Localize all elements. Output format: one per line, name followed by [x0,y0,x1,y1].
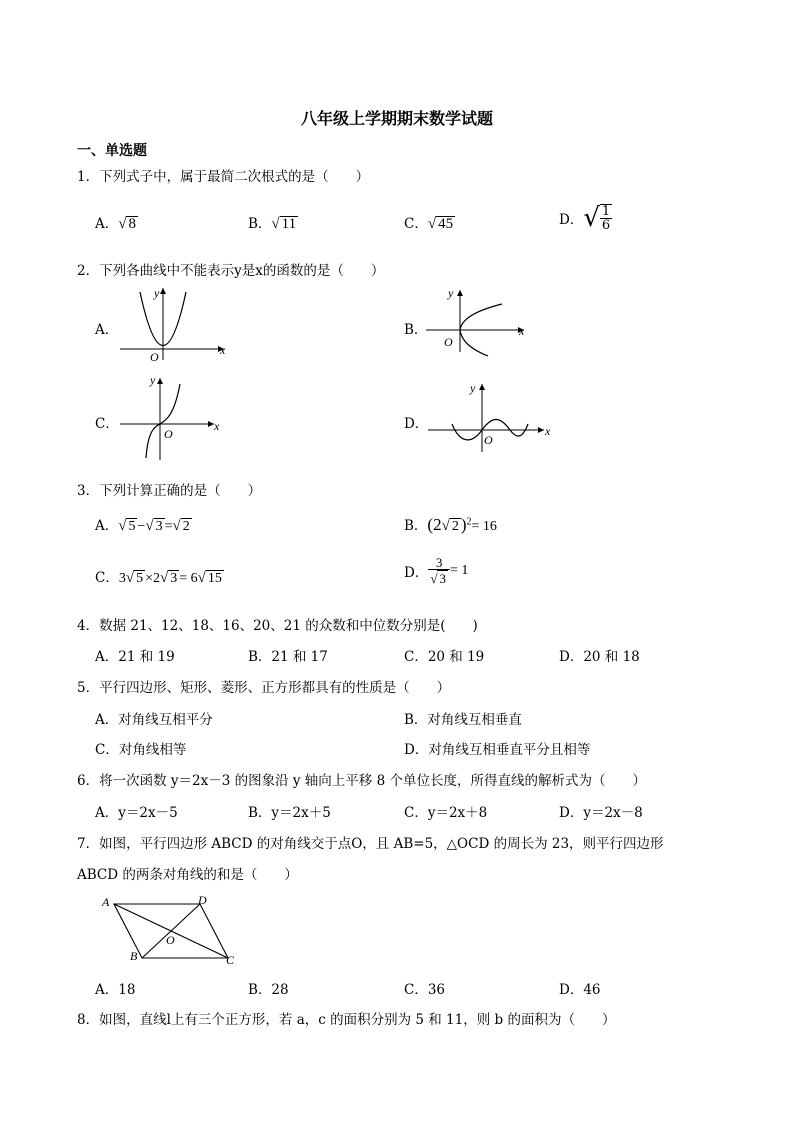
q3-b-label: B． [404,518,428,534]
q6-option-a[interactable]: A．y＝2x－5 [95,805,178,821]
x-axis-label: x [519,324,525,338]
q1-c-label: C． [404,216,428,232]
y-axis-label: y [150,374,156,387]
q3-b-radicand: 2 [451,519,459,534]
origin-label: O [444,335,453,349]
y-axis-label: y [154,286,160,300]
q1-c-radicand: 45 [438,216,454,232]
x-axis-label: x [220,343,226,357]
diagonal-bd [142,904,200,958]
q5-option-b[interactable]: B．对角线互相垂直 [404,712,522,728]
q1-d-label: D． [559,212,584,228]
sqrt-icon: √ [583,203,600,233]
q3-a-radicand-3: 2 [182,519,190,534]
q1-d-fraction [600,204,612,232]
sqrt-icon: √ [430,571,438,586]
q4-stem: 4．数据 21、12、18、16、20、21 的众数和中位数分别是( ) [77,618,478,634]
q3-c-equals: = 6 [179,571,198,586]
y-arrow-icon [479,384,485,390]
origin-label: O [150,350,159,364]
q7-stem-line1: 7．如图，平行四边形 ABCD 的对角线交于点O，且 AB=5，△OCD 的周长为 23，则平行四边形 [77,836,664,852]
q4-option-b[interactable]: B．21 和 17 [248,649,328,665]
y-axis-label: y [470,381,476,395]
q3-d-denominator [428,570,450,586]
sqrt-icon: √ [172,518,181,534]
q6-stem: 6．将一次函数 y＝2x－3 的图象沿 y 轴向上平移 8 个单位长度，所得直线的解析式为（ ） [77,773,646,789]
point-o-label: O [166,933,175,947]
q3-a-label: A． [95,518,119,534]
q2-graph-d [424,378,556,454]
q6-option-d[interactable]: D．y＝2x－8 [559,805,643,821]
q3-c-radicand-2: 3 [170,571,178,586]
q3-option-d[interactable] [404,556,468,586]
x-axis-label: x [214,419,220,433]
q3-a-equals: = [164,519,173,534]
q2-stem: 2．下列各曲线中不能表示y是x的函数的是（ ） [77,263,385,279]
q4-option-a[interactable]: A．21 和 19 [95,649,175,665]
point-c-label: C [226,953,235,967]
q2-b-label[interactable]: B． [404,322,428,338]
q3-option-c[interactable] [95,566,224,587]
q7-option-d[interactable]: D．46 [559,982,601,998]
q3-b-result: = 16 [471,519,497,534]
q3-d-numerator: 3 [428,556,450,570]
y-arrow-icon [457,290,463,296]
point-d-label: D [198,893,207,907]
sqrt-icon: √ [271,216,280,232]
q1-c-math [428,216,455,232]
q1-option-d[interactable] [559,203,612,233]
q5-stem: 5．平行四边形、矩形、菱形、正方形都具有的性质是（ ） [77,680,451,696]
q3-c-times: ×2 [145,571,160,586]
q1-d-numerator: 1 [601,204,611,219]
q2-d-label[interactable]: D． [404,416,429,432]
q1-a-math [118,216,138,232]
q4-option-c[interactable]: C．20 和 19 [404,649,485,665]
q4-option-d[interactable]: D．20 和 18 [559,649,640,665]
q3-a-minus: − [137,519,146,534]
section-heading: 一、单选题 [77,143,147,159]
q2-graph-b [424,284,534,364]
q3-b-open: (2 [427,515,442,534]
q6-option-c[interactable]: C．y＝2x＋8 [404,805,488,821]
sqrt-icon: √ [197,570,206,586]
q1-b-radicand: 11 [281,216,297,232]
q7-option-c[interactable]: C．36 [404,982,446,998]
page-title: 八年级上学期期末数学试题 [300,109,493,128]
y-arrow-icon [160,288,166,294]
q7-option-b[interactable]: B．28 [248,982,289,998]
sqrt-icon: √ [118,216,127,232]
q3-d-label: D． [404,565,429,581]
q2-a-label[interactable]: A． [95,322,119,338]
q1-option-c[interactable] [404,212,455,233]
q3-c-coef: 3 [118,571,126,586]
q2-graph-c [118,374,230,464]
point-a-label: A [102,895,110,909]
sqrt-icon: √ [441,518,450,534]
q3-c-radicand-3: 15 [207,571,222,586]
sqrt-icon: √ [125,570,135,586]
y-axis-label: y [448,286,454,300]
q3-d-radicand: 3 [439,571,446,586]
origin-label: O [164,427,173,441]
q1-b-label: B． [248,216,272,232]
q3-option-a[interactable] [95,514,192,535]
point-b-label: B [130,949,138,963]
q1-a-label: A． [95,216,119,232]
q3-b-exponent: 2 [466,516,472,528]
x-arrow-icon [538,427,544,433]
sqrt-icon: √ [159,570,169,586]
q1-option-b[interactable] [248,212,298,233]
q3-a-radicand-1: 5 [128,519,136,534]
q5-option-a[interactable]: A．对角线互相平分 [95,712,213,728]
q3-d-result: = 1 [449,563,469,578]
q3-c-radicand-1: 5 [136,571,144,586]
q1-d-denominator: 6 [601,218,611,233]
q1-stem: 1．下列式子中，属于最简二次根式的是（ ） [77,169,370,185]
sqrt-icon: √ [145,518,154,534]
q7-parallelogram-figure [98,892,244,968]
q1-option-a[interactable] [95,212,138,233]
q8-stem: 8．如图，直线l上有三个正方形，若 a，c 的面积分别为 5 和 11，则 b 的面积为（ ） [77,1012,616,1028]
q1-a-radicand: 8 [128,216,136,232]
x-axis-label: x [545,424,551,438]
q1-b-math [271,216,298,232]
q3-c-label: C． [95,570,119,586]
q5-option-c[interactable]: C．对角线相等 [95,742,187,758]
q3-d-fraction [428,556,450,586]
q5-option-d[interactable]: D．对角线互相垂直平分且相等 [404,742,591,758]
q2-c-label[interactable]: C． [95,416,119,432]
sqrt-icon: √ [427,216,437,232]
q6-option-b[interactable]: B．y＝2x＋5 [248,805,331,821]
sqrt-icon: √ [118,518,127,534]
q3-option-b[interactable] [404,514,497,535]
q7-option-a[interactable]: A．18 [95,982,136,998]
q3-stem: 3．下列计算正确的是（ ） [77,483,262,499]
origin-label: O [484,433,493,447]
q7-stem-line2: ABCD 的两条对角线的和是（ ） [77,867,298,883]
q3-a-radicand-2: 3 [155,519,163,534]
q2-graph-a [118,284,230,364]
y-arrow-icon [157,378,163,384]
q3-b-close: ) [460,515,467,534]
cubic-curve [146,384,180,458]
